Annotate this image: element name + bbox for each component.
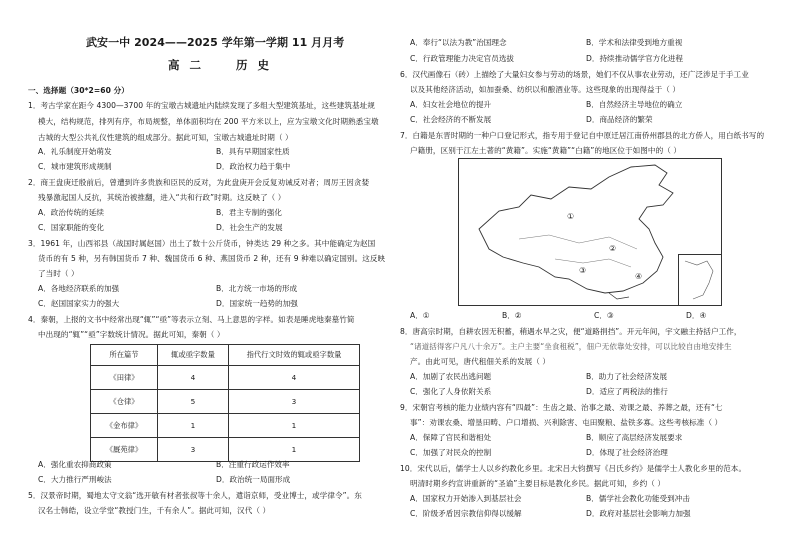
q3-option-c[interactable]: C．赵国国家实力的强大 [38,299,120,308]
section-heading: 一、选择题（30*2=60 分） [28,86,129,95]
q2-option-c[interactable]: C．国家职能的变化 [38,223,105,232]
table-row [91,366,360,390]
q1-option-c[interactable]: C．城市建筑形成规制 [38,162,112,171]
table-cell: 4 [158,366,229,390]
q3-line-1: 3．1961 年，山西祁县（战国时属赵国）出土了数十公斤货币，钟类达 29 种之多。其中能确定为赵国 [28,239,376,248]
table-row [91,438,360,462]
table-cell: 3 [158,438,229,462]
grade-label: 高二 [168,58,211,72]
south-china-sea-inset [678,254,721,305]
table-cell: 《金布律》 [91,414,158,438]
q1-line-1: 1．考古学家在距今 4300—3700 年的宝墩古城遗址内陆续发现了多组大型建筑基址，这些建筑基址规 [28,101,375,110]
q7-option-c[interactable]: C．③ [594,311,614,320]
table-cell: 1 [229,414,360,438]
q7-line-2: 户籍册，区别于江左土著的“黄籍”。实施“黄籍”“白籍”的地区位于如图中的（ ） [410,146,681,155]
table-header: 所在篇节 [91,345,158,366]
q1-line-2: 模大，结构规范，排列有序，布局规整，单体面积均在 200 平方米以上，应为宝墩文化时期熟悉宝墩 [38,117,379,126]
inset-outline [679,255,721,305]
map-label-1: ① [567,212,575,221]
q6-option-d[interactable]: D．商品经济的繁荣 [586,115,653,124]
map-label-4: ④ [635,272,643,281]
q8-line-3: 产。由此可见，唐代租佃关系的发展（ ） [410,357,551,366]
q5-option-d[interactable]: D．持续推动儒学官方化进程 [586,54,683,63]
subject-label: 历史 [236,58,279,72]
q9-option-d[interactable]: D．体现了社会经济治理 [586,448,668,457]
q6-option-c[interactable]: C．社会经济的不断发展 [410,115,492,124]
q9-option-a[interactable]: A．保障了官民和谐相处 [410,433,492,442]
q7-option-a[interactable]: A．① [410,311,430,320]
q7-option-d[interactable]: D．④ [686,311,707,320]
table-cell: 《厩苑律》 [91,438,158,462]
q7-option-b[interactable]: B．② [502,311,522,320]
q8-option-d[interactable]: D．适应了两税法的推行 [586,387,668,396]
q3-option-b[interactable]: B．北方统一市场的形成 [216,284,298,293]
table-cell: 3 [229,390,360,414]
table-row [91,414,360,438]
table-cell: 1 [229,438,360,462]
q1-option-d[interactable]: D．政治权力趋于集中 [216,162,291,171]
q6-line-2: 以及其他经济活动，如加蚕桑、纺织以和酿酒业等。这些现象的出现得益于（ ） [410,85,680,94]
table-header: 指代行文时效的辄或亟字数量 [229,345,360,366]
q2-line-2: 残暴激起国人反抗，其统治被推翻，进入“共和行政”时期。这反映了（ ） [38,193,286,202]
q10-option-b[interactable]: B．儒学社会教化功能受到冲击 [586,494,690,503]
table-header-row [91,345,360,366]
map-label-3: ③ [579,266,587,275]
q6-line-1: 6．汉代画像石（砖）上描绘了大量妇女参与劳动的场景，她们不仅从事农业劳动，还广泛涉足于手工业 [400,70,749,79]
q1-option-b[interactable]: B．具有早期国家性质 [216,147,290,156]
table-cell: 《田律》 [91,366,158,390]
q6-option-b[interactable]: B．自然经济主导地位的确立 [586,100,683,109]
q4-option-d[interactable]: D．政治统一局面形成 [216,475,291,484]
q10-option-c[interactable]: C．阶级矛盾因宗教信仰得以缓解 [410,509,522,518]
q9-line-2: 事”：劝课农桑、增垦田畴、户口增损、兴利除害、屯田聚粮、盐铁多寡。这些考核标准（ ） [410,418,723,427]
q3-line-3: 了当时（ ） [38,269,79,278]
q5-option-c[interactable]: C．行政管理能力决定官员选拔 [410,54,515,63]
q5-line-1: 5．汉景帝时期，蜀地太守文翁“选开敏有材者张叔等十余人，遣诣京师，受业博士，或学律令”。东 [28,491,362,500]
q9-option-c[interactable]: C．加强了对民众的控制 [410,448,492,457]
q4-option-a[interactable]: A．强化重农抑商政策 [38,460,112,469]
q7-line-1: 7．白籍是东晋时期的一种户口登记形式，指专用于登记自中原迁居江南侨州郡县的北方侨人，用白纸书写的 [400,131,765,140]
map-label-2: ② [609,244,617,253]
q9-line-1: 9．宋朝官考核的能力业绩内容有“四最”：生齿之最、治事之最、劝课之最、养葬之最，还有“七 [400,403,723,412]
table-cell: 4 [229,366,360,390]
q5-option-a[interactable]: A．奉行“以法为教”治国理念 [410,38,507,47]
q4-line-1: 4．秦朝，上报的文书中经常出现“辄”“亟”等表示立刻、马上意思的字样。如表是睡虎地秦墓竹简 [28,315,355,324]
q1-option-a[interactable]: A．礼乐制度开始萌发 [38,147,112,156]
q2-line-1: 2．商王盘庚迁殷前后，曾遭到许多贵族和臣民的反对，为此盘庚开会反复劝诫反对者；周厉王因贪婪 [28,178,370,187]
q10-line-1: 10．宋代以后，儒学士人以乡约教化乡里。北宋吕大钧撰写《吕氏乡约》是儒学士人教化乡里的范本。 [400,464,747,473]
q2-option-d[interactable]: D．社会生产的发展 [216,223,283,232]
q8-option-a[interactable]: A．加剧了农民出逃问题 [410,372,492,381]
q5-line-2: 汉名士韩皓，设立学堂“教授门生，千有余人”。据此可知，汉代（ ） [38,506,271,515]
q10-option-d[interactable]: D．政府对基层社会影响力加强 [586,509,691,518]
q10-option-a[interactable]: A．国家权力开始渗入到基层社会 [410,494,522,503]
table-header: 辄或亟字数量 [158,345,229,366]
q4-option-b[interactable]: B．注重行政运作效率 [216,460,290,469]
q4-option-c[interactable]: C．大力推行严刑峻法 [38,475,112,484]
q9-option-b[interactable]: B．顺应了高层经济发展要求 [586,433,683,442]
table-cell: 《仓律》 [91,390,158,414]
exam-title: 武安一中 2024——2025 学年第一学期 11 月月考 [86,36,345,49]
q4-line-2: 中出现的“辄”“亟”字数统计情况。据此可知，秦朝（ ） [38,330,225,339]
q5-option-b[interactable]: B．学术和法律受到地方重视 [586,38,683,47]
q8-line-1: 8．唐高宗时期，自耕农因无积蓄，稍遇水旱之灾，便“道路捐挡”。开元年间，宇文融主持括户工作， [400,327,742,336]
q2-option-b[interactable]: B．君主专制的强化 [216,208,282,217]
table-cell: 1 [158,414,229,438]
q8-option-c[interactable]: C．强化了人身依附关系 [410,387,492,396]
q6-option-a[interactable]: A．妇女社会地位的提升 [410,100,492,109]
q3-line-2: 货币的有 5 种，另有韩国货币 7 种、魏国货币 6 种、燕国货币 2 种，还有 9 种难以确定国别。这反映 [38,254,386,263]
q3-option-d[interactable]: D．国家统一趋势的加强 [216,299,298,308]
table-row [91,390,360,414]
zi-count-table [90,344,360,462]
q3-option-a[interactable]: A．各地经济联系的加强 [38,284,120,293]
table-cell: 5 [158,390,229,414]
q8-option-b[interactable]: B．助力了社会经济发展 [586,372,668,381]
q1-line-3: 古城的大型公共礼仪性建筑的组成部分。据此可知，宝墩古城遗址时期（ ） [38,133,293,142]
q8-line-2: “诸道括得客户凡八十余万”。主户主要“坐食租税”，佃户无依靠处安排，可以比较自由地安排生 [410,342,732,351]
q10-line-2: 明清时期乡约宣讲重新的“圣谕”主要目标是教化乡民。据此可知，乡约（ ） [410,479,666,488]
china-map [458,158,722,306]
q2-option-a[interactable]: A．政治传统的延续 [38,208,104,217]
